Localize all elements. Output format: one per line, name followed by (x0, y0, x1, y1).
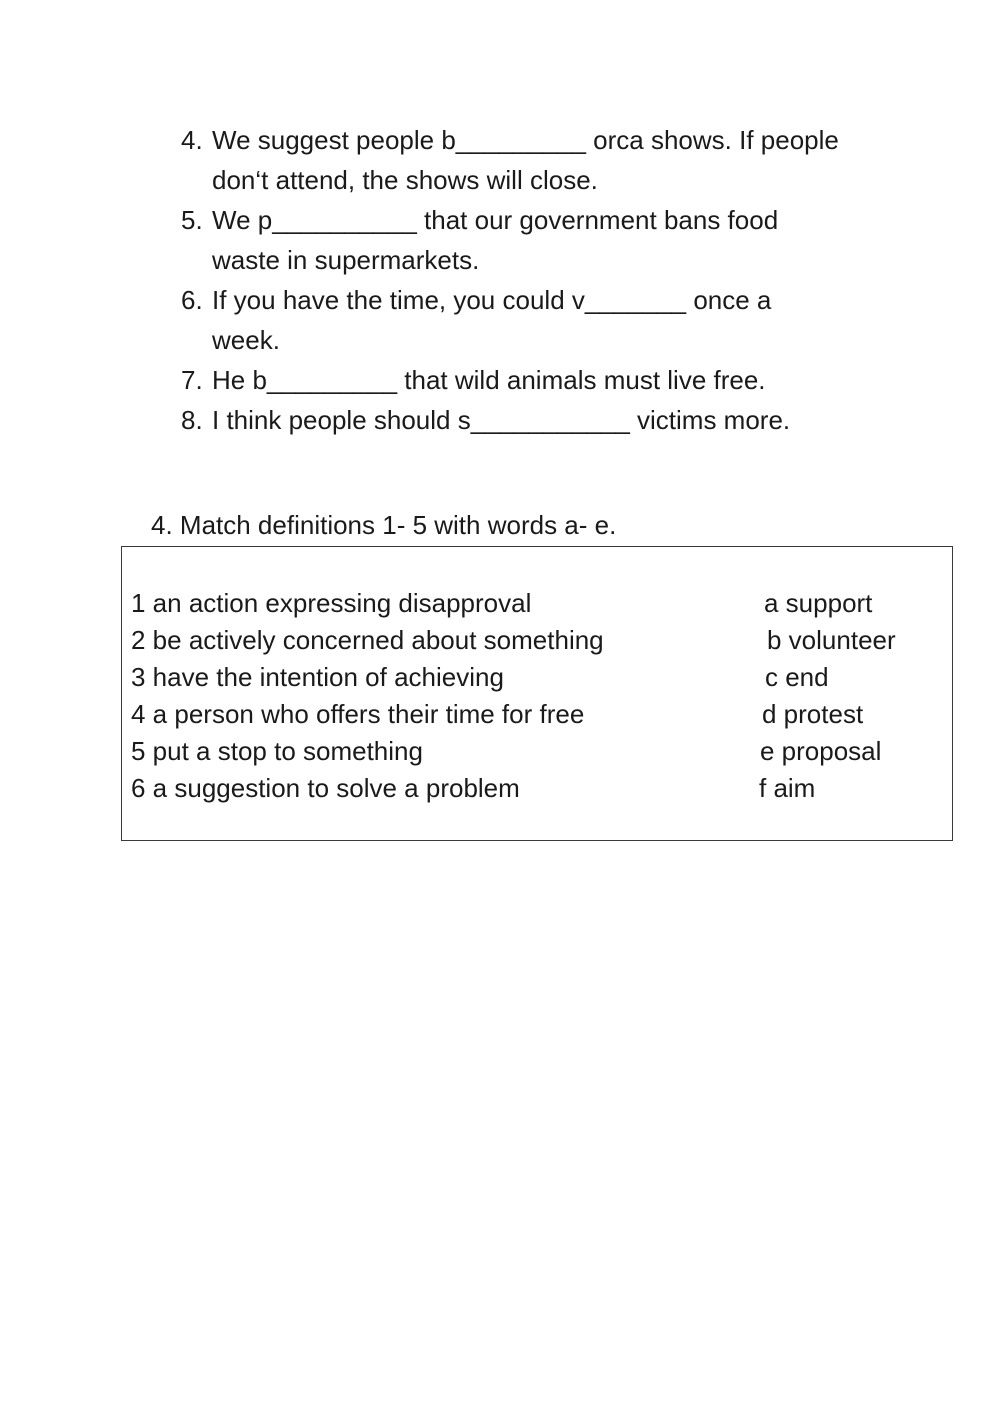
word-option: d protest (762, 699, 864, 729)
gap-fill-item (181, 360, 901, 400)
sentence-line: don‘t attend, the shows will close. (212, 165, 598, 195)
gap-fill-list (181, 120, 901, 440)
word-option: e proposal (760, 736, 882, 766)
definition-text: 3 have the intention of achieving (131, 662, 504, 692)
sentence-line: He b_________ that wild animals must live free. (212, 365, 766, 395)
sentence-line: We p__________ that our government bans food (212, 205, 779, 235)
gap-fill-item (181, 280, 901, 360)
match-row (131, 659, 941, 696)
item-number: 6. (181, 285, 203, 315)
gap-fill-item (181, 200, 901, 280)
definition-text: 6 a suggestion to solve a problem (131, 773, 520, 803)
match-row (131, 696, 941, 733)
sentence-line: waste in supermarkets. (212, 245, 480, 275)
word-option: a support (764, 588, 873, 618)
match-row (131, 585, 941, 622)
item-number: 8. (181, 405, 203, 435)
sentence-line: We suggest people b_________ orca shows. If people (212, 125, 839, 155)
match-row (131, 622, 941, 659)
sentence-line: I think people should s___________ victims more. (212, 405, 791, 435)
definition-text: 2 be actively concerned about something (131, 625, 604, 655)
definition-text: 4 a person who offers their time for free (131, 699, 585, 729)
item-number: 7. (181, 365, 203, 395)
word-option: f aim (759, 773, 816, 803)
word-option: c end (765, 662, 829, 692)
match-table-box (121, 546, 953, 841)
item-number: 5. (181, 205, 203, 235)
gap-fill-item (181, 120, 901, 200)
match-section-heading: 4. Match definitions 1- 5 with words a- e. (151, 510, 617, 540)
word-option: b volunteer (767, 625, 896, 655)
sentence-line: week. (212, 325, 280, 355)
match-row (131, 770, 941, 807)
gap-fill-item (181, 400, 901, 440)
item-number: 4. (181, 125, 203, 155)
match-row (131, 733, 941, 770)
sentence-line: If you have the time, you could v_______ once a (212, 285, 772, 315)
definition-text: 5 put a stop to something (131, 736, 423, 766)
definition-text: 1 an action expressing disapproval (131, 588, 532, 618)
